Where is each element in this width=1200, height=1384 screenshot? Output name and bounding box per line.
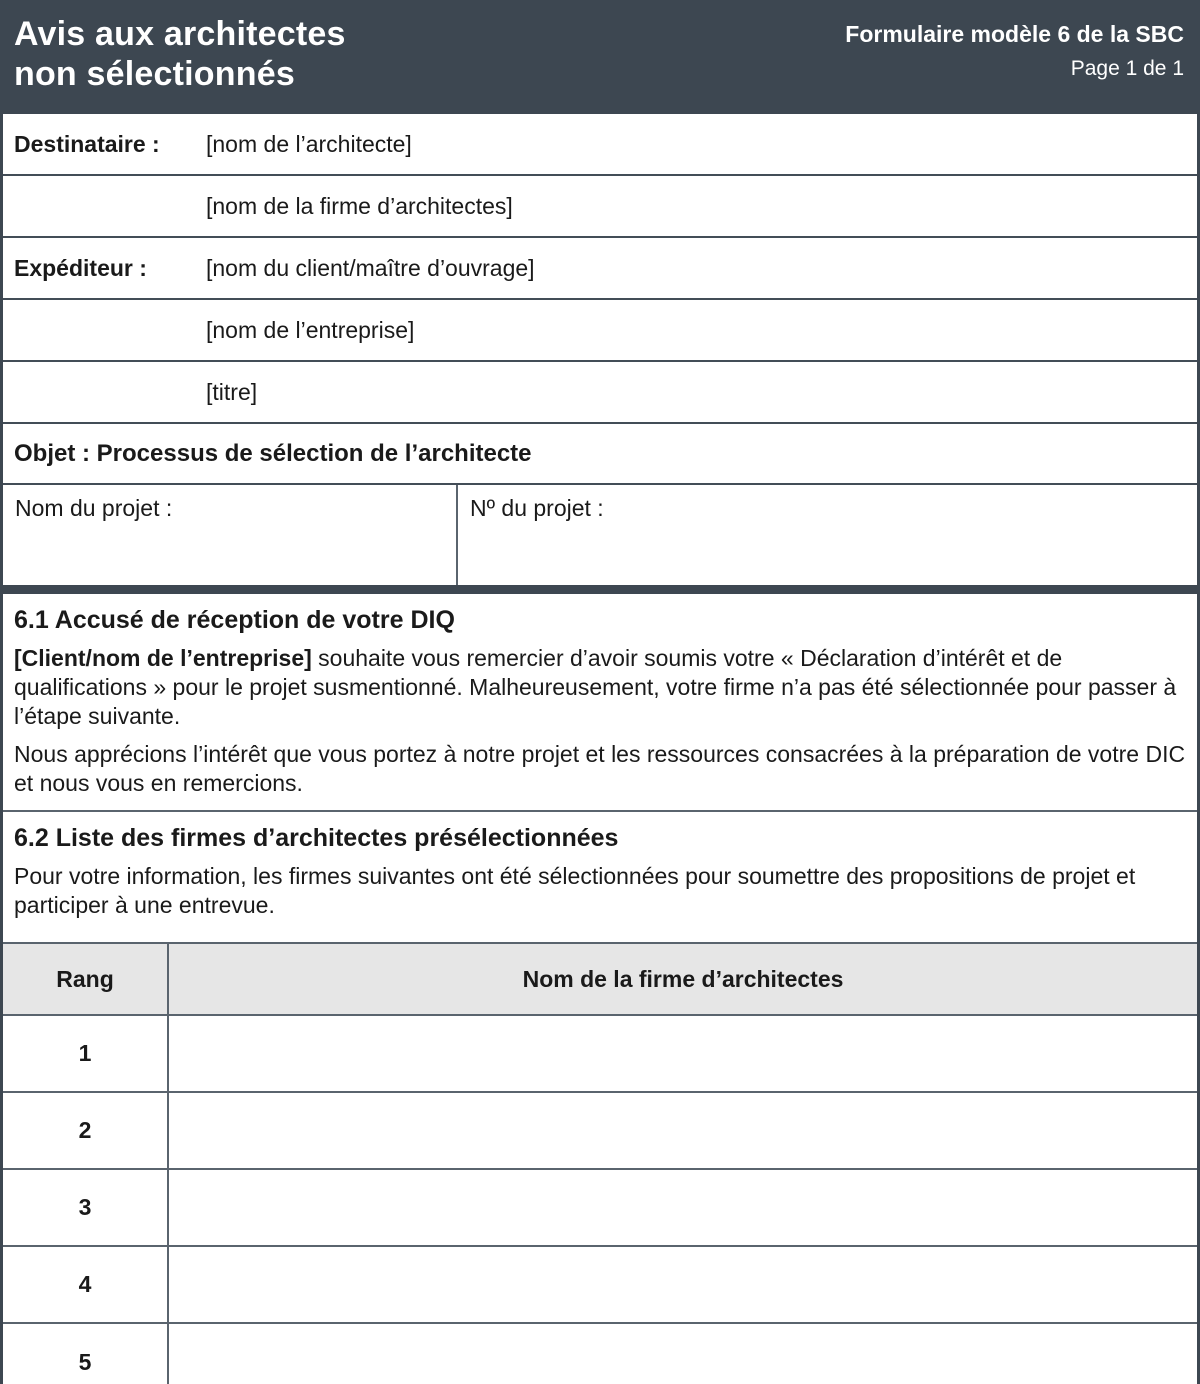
firm-name-cell[interactable] bbox=[168, 1323, 1197, 1384]
firms-table bbox=[3, 942, 1197, 1384]
architect-name-placeholder: [nom de l’architecte] bbox=[206, 130, 412, 157]
table-row bbox=[3, 1246, 1197, 1323]
rank-cell: 2 bbox=[3, 1092, 168, 1169]
ack-paragraph-2: Nous apprécions l’intérêt que vous portez à notre projet et les ressources consacrées à la préparation de votre DIC et nous vous en remercions. bbox=[14, 741, 1186, 796]
rank-cell: 5 bbox=[3, 1323, 168, 1384]
expediteur-label: Expéditeur : bbox=[14, 254, 147, 281]
table-row bbox=[3, 1169, 1197, 1246]
firm-name-cell[interactable] bbox=[168, 1169, 1197, 1246]
row-expediteur bbox=[3, 238, 1197, 300]
subject-row bbox=[3, 424, 1197, 485]
project-number-label: Nº du projet : bbox=[470, 495, 604, 521]
section-6-1 bbox=[3, 594, 1197, 807]
page-number-label: Page 1 de 1 bbox=[1070, 57, 1184, 80]
project-row bbox=[3, 485, 1197, 585]
rank-cell: 1 bbox=[3, 1015, 168, 1092]
project-name-field[interactable] bbox=[3, 485, 458, 585]
ack-paragraph-1 bbox=[14, 644, 1186, 731]
ack-paragraph-1-text: souhaite vous remercier d’avoir soumis votre « Déclaration d’intérêt et de qualifications » pour le projet susmentionné. Malheureusement, votre firme n’a pas été sélectionnée pour passer à l’étape suivante. bbox=[14, 645, 1177, 729]
table-row bbox=[3, 1092, 1197, 1169]
firms-table-header-row bbox=[3, 943, 1197, 1015]
project-number-field[interactable] bbox=[458, 485, 1197, 585]
client-name-placeholder: [nom du client/maître d’ouvrage] bbox=[206, 254, 535, 281]
page-title bbox=[14, 14, 346, 94]
rank-column-header: Rang bbox=[3, 943, 168, 1015]
header-meta bbox=[845, 14, 1184, 82]
table-row bbox=[3, 1323, 1197, 1384]
header-band bbox=[0, 0, 1200, 114]
destinataire-label: Destinataire : bbox=[14, 130, 160, 157]
document-body bbox=[0, 114, 1200, 1384]
firm-name-column-header: Nom de la firme d’architectes bbox=[168, 943, 1197, 1015]
rank-cell: 3 bbox=[3, 1169, 168, 1246]
section-6-2-heading: 6.2 Liste des firmes d’architectes présélectionnées bbox=[14, 824, 619, 852]
subject-text: Objet : Processus de sélection de l’architecte bbox=[14, 439, 532, 467]
page-title-line1: Avis aux architectes bbox=[14, 15, 346, 53]
row-firme-architectes bbox=[3, 176, 1197, 238]
section-separator-bar bbox=[3, 585, 1197, 594]
title-placeholder: [titre] bbox=[206, 378, 258, 405]
firm-name-cell[interactable] bbox=[168, 1092, 1197, 1169]
section-6-2 bbox=[3, 812, 1197, 929]
form-model-label: Formulaire modèle 6 de la SBC bbox=[845, 21, 1184, 47]
page-title-line2: non sélectionnés bbox=[14, 55, 295, 93]
project-name-label: Nom du projet : bbox=[15, 495, 173, 521]
rank-cell: 4 bbox=[3, 1246, 168, 1323]
company-name-placeholder: [nom de l’entreprise] bbox=[206, 316, 415, 343]
table-row bbox=[3, 1015, 1197, 1092]
row-entreprise bbox=[3, 300, 1197, 362]
architect-firm-placeholder: [nom de la firme d’architectes] bbox=[206, 192, 513, 219]
firm-name-cell[interactable] bbox=[168, 1246, 1197, 1323]
section-6-1-heading: 6.1 Accusé de réception de votre DIQ bbox=[14, 606, 455, 634]
client-company-placeholder: [Client/nom de l’entreprise] bbox=[14, 645, 312, 671]
shortlist-paragraph: Pour votre information, les firmes suivantes ont été sélectionnées pour soumettre des propositions de projet et participer à une entrevue. bbox=[14, 863, 1136, 918]
row-titre bbox=[3, 362, 1197, 424]
row-destinataire bbox=[3, 114, 1197, 176]
firm-name-cell[interactable] bbox=[168, 1015, 1197, 1092]
